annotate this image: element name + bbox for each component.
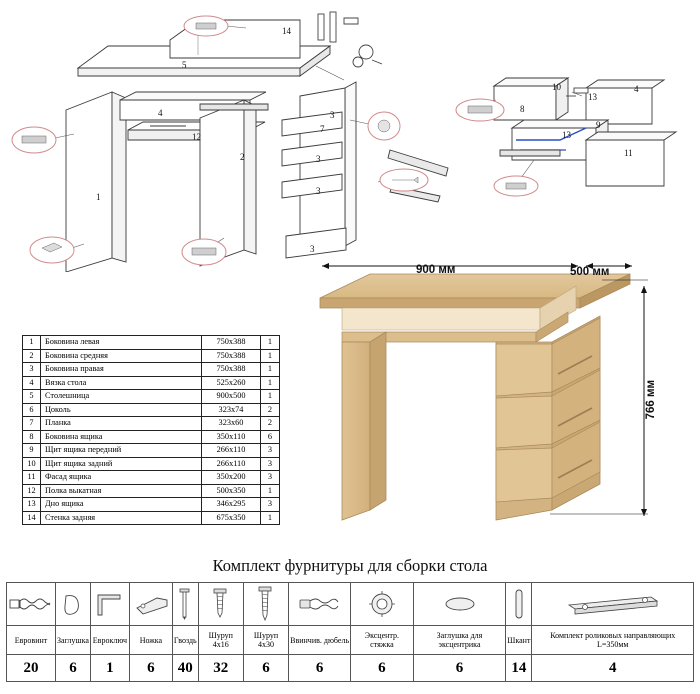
part-qty: 1 bbox=[261, 363, 280, 377]
hardware-count: 32 bbox=[198, 655, 243, 682]
dimension-height: 766 мм bbox=[645, 380, 657, 420]
part-size: 500x350 bbox=[202, 484, 261, 498]
part-number: 9 bbox=[23, 444, 41, 458]
part-name: Столешница bbox=[41, 390, 202, 404]
part-size: 750x388 bbox=[202, 363, 261, 377]
part-name: Стенка задняя bbox=[41, 511, 202, 525]
hardware-label: Евровинт bbox=[7, 626, 56, 655]
table-row bbox=[23, 444, 280, 458]
part-name: Боковина левая bbox=[41, 336, 202, 350]
table-row bbox=[23, 430, 280, 444]
table-row bbox=[23, 363, 280, 377]
part-size: 750x388 bbox=[202, 349, 261, 363]
allen-key-icon bbox=[90, 583, 129, 626]
table-row bbox=[23, 484, 280, 498]
callout-9: 9 bbox=[596, 120, 601, 130]
table-row bbox=[23, 417, 280, 431]
part-number: 10 bbox=[23, 457, 41, 471]
part-number: 3 bbox=[23, 363, 41, 377]
hardware-label: Евроключ bbox=[90, 626, 129, 655]
table-row bbox=[23, 336, 280, 350]
part-name: Вязка стола bbox=[41, 376, 202, 390]
hardware-label: Эксцентр. стяжка bbox=[351, 626, 414, 655]
part-number: 7 bbox=[23, 417, 41, 431]
part-size: 346x295 bbox=[202, 498, 261, 512]
hardware-count: 6 bbox=[129, 655, 172, 682]
hardware-count: 14 bbox=[506, 655, 532, 682]
nail-icon bbox=[172, 583, 198, 626]
hardware-label: Шуруп 4х30 bbox=[243, 626, 288, 655]
dimension-depth: 500 мм bbox=[570, 266, 610, 278]
part-number: 1 bbox=[23, 336, 41, 350]
hardware-label: Гвоздь bbox=[172, 626, 198, 655]
part-size: 350x110 bbox=[202, 430, 261, 444]
hardware-icon-row bbox=[7, 583, 694, 626]
part-size: 675x350 bbox=[202, 511, 261, 525]
dowel-pin-icon bbox=[506, 583, 532, 626]
hardware-label: Комплект роликовых направляющих L=350мм bbox=[532, 626, 694, 655]
hardware-count: 1 bbox=[90, 655, 129, 682]
screw-4x16-icon bbox=[198, 583, 243, 626]
callout-3b: 3 bbox=[316, 154, 321, 164]
part-qty: 1 bbox=[261, 484, 280, 498]
part-number: 4 bbox=[23, 376, 41, 390]
part-qty: 2 bbox=[261, 417, 280, 431]
callout-12: 12 bbox=[192, 132, 201, 142]
part-number: 13 bbox=[23, 498, 41, 512]
callout-4r: 4 bbox=[634, 84, 639, 94]
part-qty: 3 bbox=[261, 471, 280, 485]
hardware-name-row bbox=[7, 626, 694, 655]
part-size: 525x260 bbox=[202, 376, 261, 390]
table-row bbox=[23, 498, 280, 512]
part-size: 323x74 bbox=[202, 403, 261, 417]
cam-lock-icon bbox=[351, 583, 414, 626]
part-size: 750x388 bbox=[202, 336, 261, 350]
part-name: Щит ящика задний bbox=[41, 457, 202, 471]
hardware-count: 6 bbox=[243, 655, 288, 682]
table-row bbox=[23, 349, 280, 363]
hardware-label: Ножка bbox=[129, 626, 172, 655]
callout-10: 10 bbox=[552, 82, 561, 92]
part-name: Дно ящика bbox=[41, 498, 202, 512]
part-size: 900x500 bbox=[202, 390, 261, 404]
part-qty: 2 bbox=[261, 403, 280, 417]
callout-3c: 3 bbox=[316, 186, 321, 196]
parts-table bbox=[22, 335, 280, 525]
part-number: 12 bbox=[23, 484, 41, 498]
hardware-count: 6 bbox=[351, 655, 414, 682]
screw-4x30-icon bbox=[243, 583, 288, 626]
dowel-icon bbox=[289, 583, 351, 626]
table-row bbox=[23, 511, 280, 525]
callout-1: 1 bbox=[96, 192, 101, 202]
part-qty: 3 bbox=[261, 457, 280, 471]
hardware-title: Комплект фурнитуры для сборки стола bbox=[212, 556, 488, 575]
parts-table-body bbox=[23, 336, 280, 525]
product-render bbox=[300, 258, 690, 548]
hardware-count: 6 bbox=[289, 655, 351, 682]
hardware-table bbox=[6, 582, 694, 682]
callout-11: 11 bbox=[624, 148, 633, 158]
callout-3: 3 bbox=[330, 110, 335, 120]
part-qty: 1 bbox=[261, 511, 280, 525]
part-qty: 3 bbox=[261, 444, 280, 458]
slide-rail-icon bbox=[532, 583, 694, 626]
part-size: 266x110 bbox=[202, 457, 261, 471]
part-size: 350x200 bbox=[202, 471, 261, 485]
callout-7: 7 bbox=[320, 124, 325, 134]
part-name: Цоколь bbox=[41, 403, 202, 417]
table-row bbox=[23, 376, 280, 390]
part-number: 11 bbox=[23, 471, 41, 485]
part-size: 323x60 bbox=[202, 417, 261, 431]
callout-13: 13 bbox=[588, 92, 597, 102]
cam-cap-icon bbox=[413, 583, 506, 626]
hardware-label: Шуруп 4х16 bbox=[198, 626, 243, 655]
hardware-label: Шкант bbox=[506, 626, 532, 655]
hardware-count: 40 bbox=[172, 655, 198, 682]
part-number: 2 bbox=[23, 349, 41, 363]
part-name: Боковина правая bbox=[41, 363, 202, 377]
part-name: Щит ящика передний bbox=[41, 444, 202, 458]
part-qty: 1 bbox=[261, 336, 280, 350]
euroscrew-icon bbox=[7, 583, 56, 626]
table-row bbox=[23, 471, 280, 485]
part-qty: 1 bbox=[261, 349, 280, 363]
exploded-diagram bbox=[0, 0, 700, 270]
callout-14: 14 bbox=[282, 26, 291, 36]
hardware-count-row bbox=[7, 655, 694, 682]
hardware-label: Ввинчив. дюбель bbox=[289, 626, 351, 655]
hardware-count: 6 bbox=[56, 655, 91, 682]
foot-icon bbox=[129, 583, 172, 626]
callout-5: 5 bbox=[182, 60, 187, 70]
callout-4: 4 bbox=[158, 108, 163, 118]
part-number: 6 bbox=[23, 403, 41, 417]
part-number: 14 bbox=[23, 511, 41, 525]
table-row bbox=[23, 403, 280, 417]
part-name: Боковина средняя bbox=[41, 349, 202, 363]
part-name: Полка выкатная bbox=[41, 484, 202, 498]
table-row bbox=[23, 390, 280, 404]
callout-8: 8 bbox=[520, 104, 525, 114]
part-number: 5 bbox=[23, 390, 41, 404]
hardware-label: Заглушка для эксцентрика bbox=[413, 626, 506, 655]
table-row bbox=[23, 457, 280, 471]
hardware-count: 20 bbox=[7, 655, 56, 682]
part-qty: 1 bbox=[261, 390, 280, 404]
callout-3d: 3 bbox=[310, 244, 315, 254]
part-name: Фасад ящика bbox=[41, 471, 202, 485]
hardware-label: Заглушка bbox=[56, 626, 91, 655]
hardware-count: 6 bbox=[413, 655, 506, 682]
callout-2: 2 bbox=[240, 152, 245, 162]
cap-icon bbox=[56, 583, 91, 626]
part-name: Боковина ящика bbox=[41, 430, 202, 444]
callout-13b: 13 bbox=[562, 130, 571, 140]
part-number: 8 bbox=[23, 430, 41, 444]
part-qty: 3 bbox=[261, 498, 280, 512]
hardware-count: 4 bbox=[532, 655, 694, 682]
dimension-width: 900 мм bbox=[416, 264, 456, 276]
part-qty: 6 bbox=[261, 430, 280, 444]
part-name: Планка bbox=[41, 417, 202, 431]
part-qty: 1 bbox=[261, 376, 280, 390]
part-size: 266x110 bbox=[202, 444, 261, 458]
